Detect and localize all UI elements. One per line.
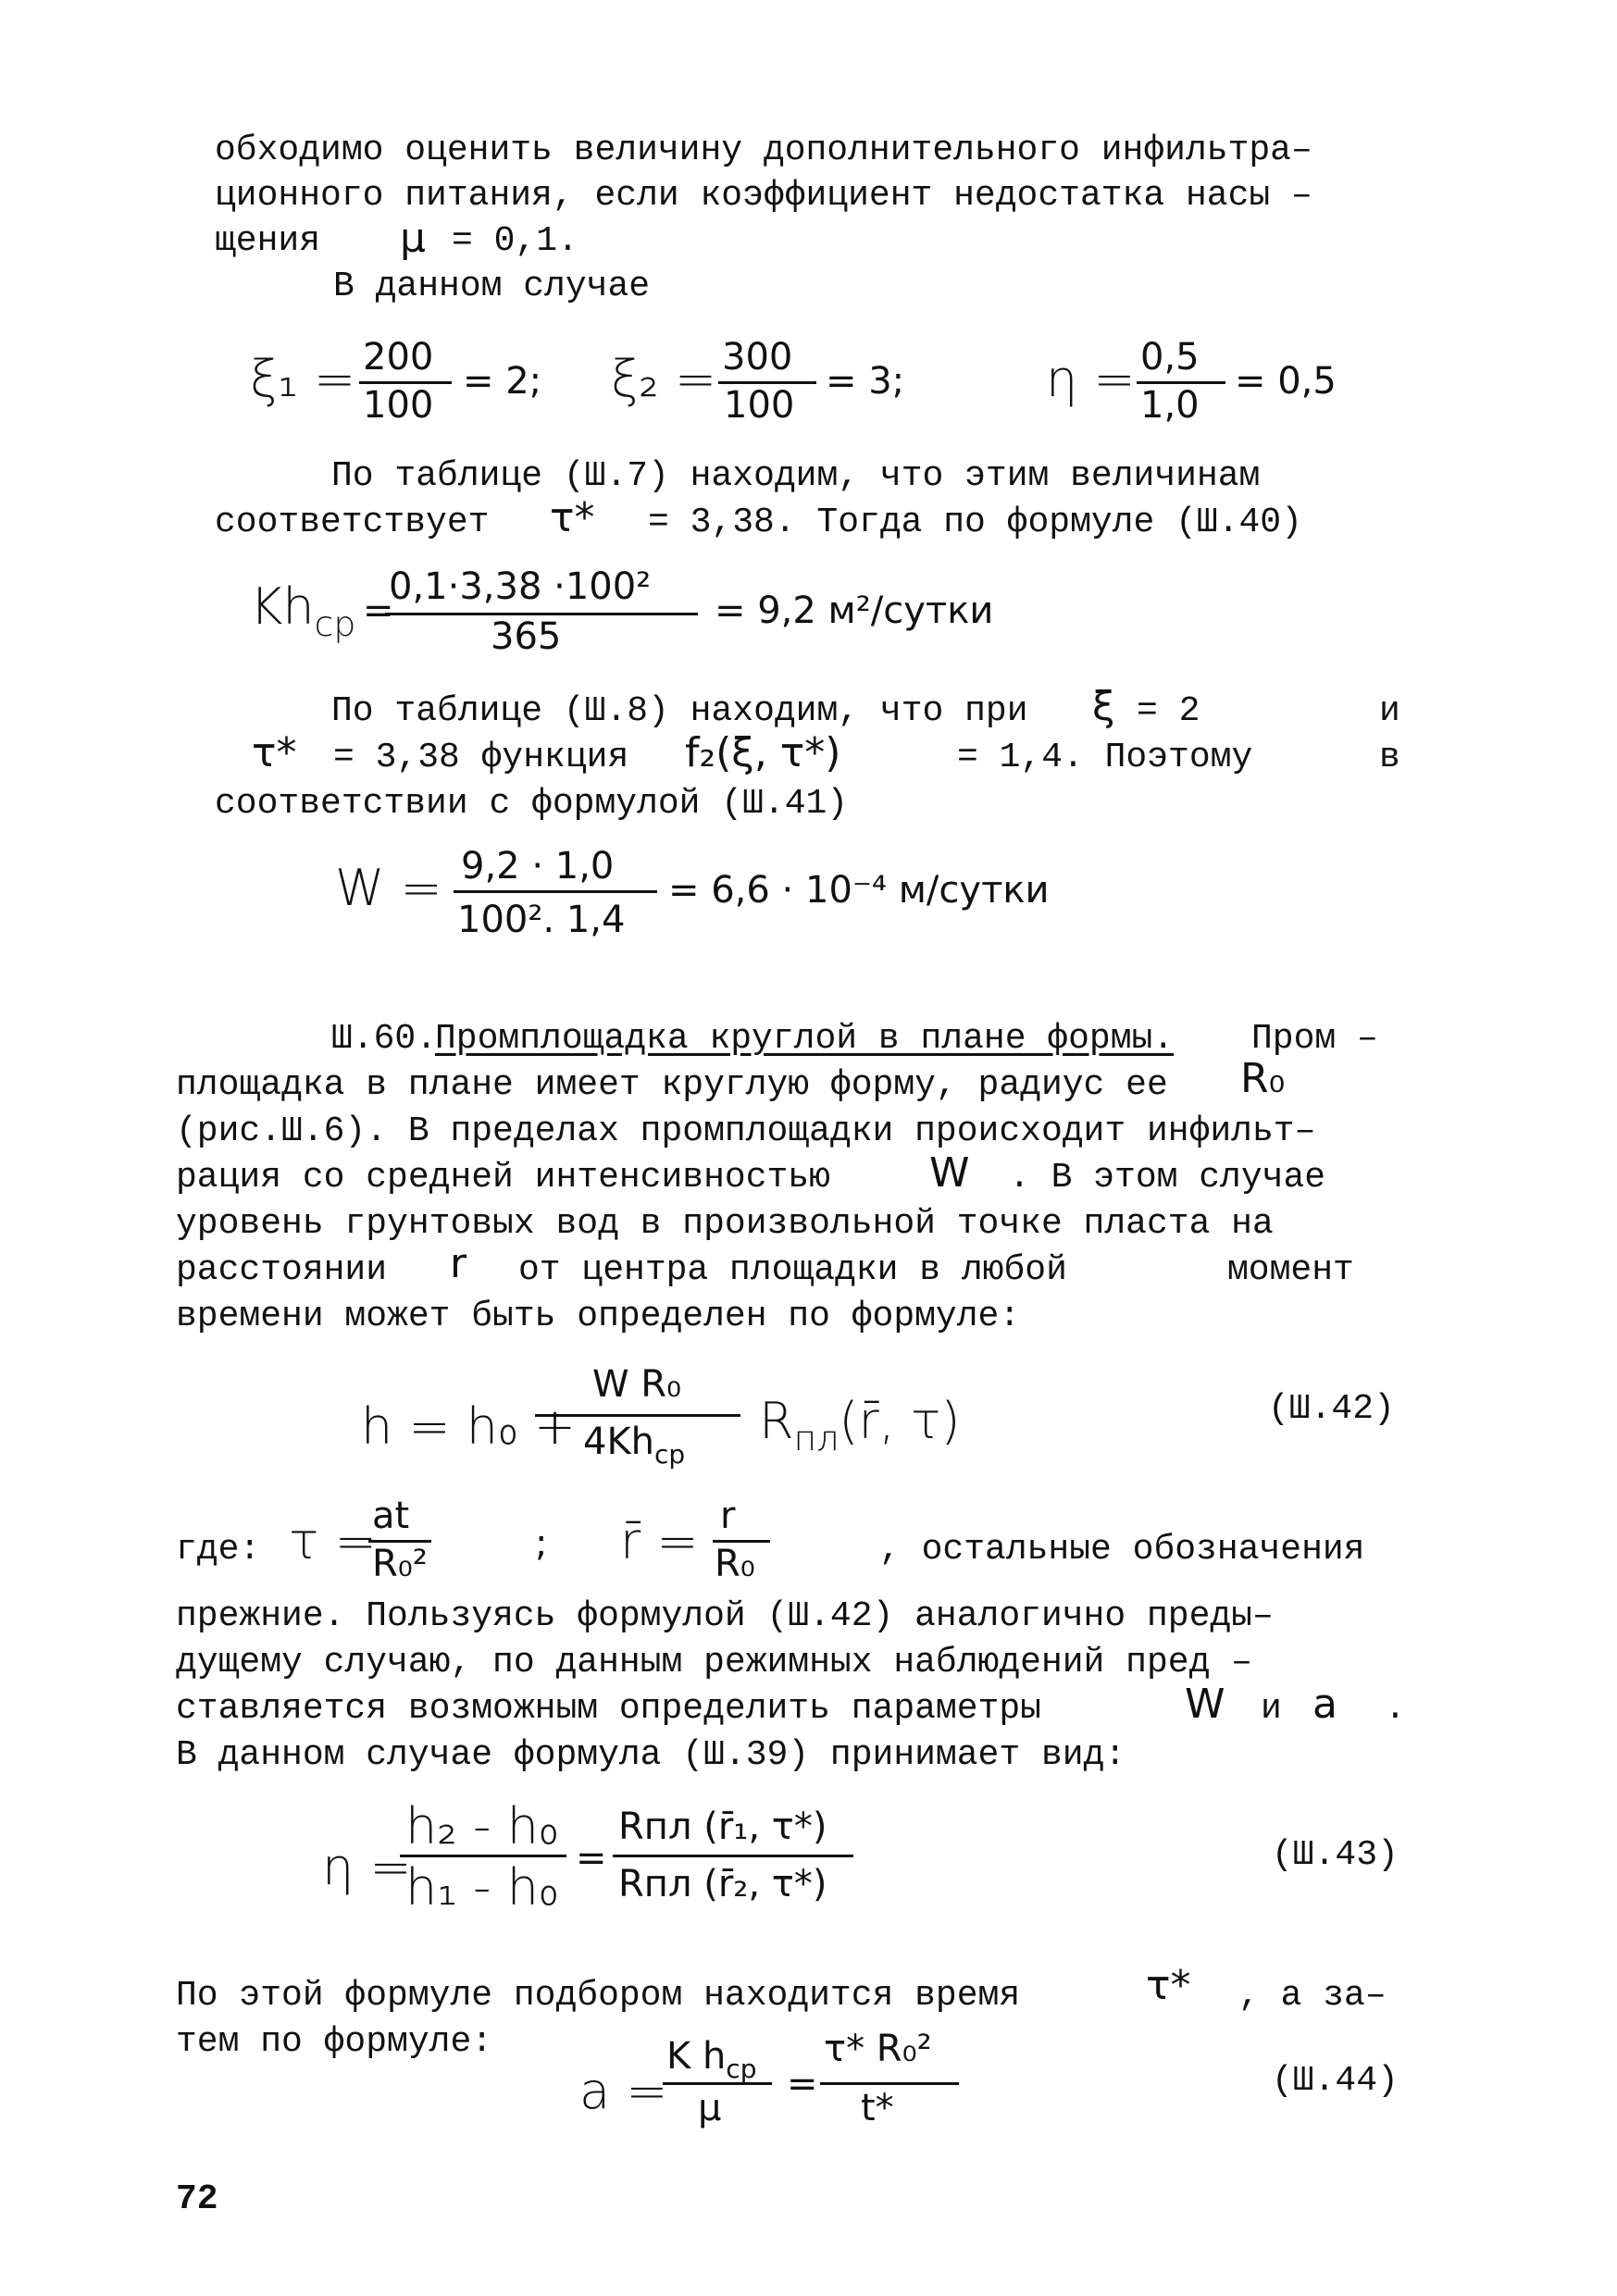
formula-kh-lhs: $Kh_{cp}$ xyxy=(250,577,356,645)
formula-a-lhs: a = xyxy=(579,2062,668,2120)
text-line: и xyxy=(1261,1689,1282,1729)
formula-eta2-lhs: η = xyxy=(322,1838,412,1896)
symbol-mu: μ xyxy=(400,215,426,262)
page-number: 72 xyxy=(176,2179,218,2219)
fraction-bar xyxy=(535,1414,740,1417)
formula-equals: = xyxy=(787,2063,818,2105)
text-line: По этой формуле подбором находится время xyxy=(176,1976,1021,2016)
fraction-numerator: Rпл (r̄₁, τ*) xyxy=(618,1806,827,1848)
fraction-bar xyxy=(400,1855,566,1857)
text-line: тем по формуле: xyxy=(176,2022,493,2062)
fraction-numerator: r xyxy=(720,1495,736,1537)
text-line: В данном случае xyxy=(333,267,651,306)
formula-equals: = xyxy=(576,1837,607,1880)
equation-number: (Ш.44) xyxy=(1272,2061,1399,2101)
text-line: времени может быть определен по формуле: xyxy=(176,1297,1021,1336)
text-line: , а за– xyxy=(1238,1976,1387,2016)
formula-result: = 9,2 м²/сутки xyxy=(715,590,994,632)
text-line: прежние. Пользуясь формулой (Ш.42) аналогично преды– xyxy=(176,1596,1274,1636)
fraction-numerator: 9,2 · 1,0 xyxy=(461,845,615,887)
section-title: Промплощадка круглой в плане формы. xyxy=(435,1019,1175,1059)
text-line: Пром – xyxy=(1251,1019,1378,1059)
fraction-numerator: h₂ - h₀ xyxy=(405,1797,559,1855)
fraction-numerator: at xyxy=(372,1495,410,1537)
formula-w-lhs: W = xyxy=(335,859,442,917)
fraction-denominator: $4Kh_{cp}$ xyxy=(583,1421,686,1470)
fraction-denominator: 365 xyxy=(491,615,562,658)
fraction-numerator: 300 xyxy=(722,336,793,379)
fraction-numerator: K $h_{cp}$ xyxy=(666,2035,757,2084)
fraction-bar xyxy=(454,890,657,893)
symbol-tau: τ* xyxy=(252,729,297,776)
text-line: = 2 xyxy=(1137,691,1200,731)
symbol-r0: R₀ xyxy=(1240,1055,1286,1102)
formula-rbar-lhs: r̄ = xyxy=(620,1512,699,1570)
fraction-denominator: 100 xyxy=(363,384,434,427)
text-line: По таблице (Ш.8) находим, что при xyxy=(331,691,1028,731)
formula-result: = 0,5 xyxy=(1235,360,1337,403)
equation-number: (Ш.42) xyxy=(1268,1389,1395,1429)
symbol-w: W xyxy=(929,1149,970,1197)
equation-number: (Ш.43) xyxy=(1272,1835,1399,1875)
fraction-numerator: 0,5 xyxy=(1140,336,1200,379)
fraction-bar xyxy=(820,2082,959,2085)
formula-result: = 3; xyxy=(826,360,905,403)
symbol-w: W xyxy=(1185,1681,1225,1728)
fraction-denominator: μ xyxy=(698,2087,722,2129)
text-line: По таблице (Ш.7) находим, что этим величинам xyxy=(331,456,1261,496)
fraction-denominator: Rпл (r̄₂, τ*) xyxy=(618,1863,827,1905)
text-line: ставляется возможным определить параметры xyxy=(176,1689,1041,1729)
text-line: площадка в плане имеет круглую форму, радиус ее xyxy=(176,1065,1168,1105)
formula-r-pl: $R_{пл}(r̄$, τ) xyxy=(759,1392,961,1459)
text-line: соответствии с формулой (Ш.41) xyxy=(215,784,849,824)
formula-tau-lhs: τ = xyxy=(289,1512,377,1570)
formula-equals: = xyxy=(363,590,394,632)
symbol-tau: τ* xyxy=(550,494,595,541)
text-line: обходимо оценить величину дополнительного инфильтра– xyxy=(215,130,1312,170)
fraction-denominator: h₁ - h₀ xyxy=(405,1858,559,1917)
text-line: = 1,4. Поэтому xyxy=(957,738,1253,777)
formula-separator: ; xyxy=(535,1522,548,1565)
text-line: . xyxy=(1385,1689,1406,1729)
fraction-denominator: R₀² xyxy=(372,1543,428,1585)
symbol-function: f₂(ξ, τ*) xyxy=(685,729,841,776)
symbol-tau: τ* xyxy=(1146,1962,1191,2009)
fraction-denominator: 1,0 xyxy=(1140,384,1200,427)
symbol-xi: ξ xyxy=(1092,683,1115,730)
fraction-numerator: 200 xyxy=(363,336,434,379)
text-line: уровень грунтовых вод в произвольной точке пласта на xyxy=(176,1204,1274,1244)
fraction-denominator: t* xyxy=(861,2087,894,2129)
text-line: где: xyxy=(176,1530,261,1570)
text-line: = 0,1. xyxy=(452,221,578,261)
formula-h-lhs: h = h₀ + xyxy=(361,1397,577,1456)
fraction-numerator: τ* R₀² xyxy=(824,2028,932,2070)
formula-result: = 2; xyxy=(463,360,542,403)
fraction-bar xyxy=(613,1855,853,1857)
fraction-bar xyxy=(663,2082,772,2085)
text-line: = 3,38 функция xyxy=(333,738,629,777)
text-line: дущему случаю, по данным режимных наблюдений пред – xyxy=(176,1643,1252,1682)
fraction-denominator: R₀ xyxy=(715,1543,755,1585)
fraction-numerator: 0,1·3,38 ·100² xyxy=(389,565,652,608)
text-line: соответствует xyxy=(215,503,490,542)
fraction-denominator: 100². 1,4 xyxy=(457,899,626,941)
text-line: (рис.Ш.6). В пределах промплощадки происходит инфильт– xyxy=(176,1111,1316,1151)
formula-result: = 6,6 · 10⁻⁴ м/сутки xyxy=(668,869,1050,912)
symbol-r: r xyxy=(450,1240,467,1287)
text-line: от центра площадки в любой xyxy=(518,1250,1067,1290)
text-line: щения xyxy=(215,221,321,261)
text-line: расстоянии xyxy=(176,1250,388,1290)
text-line: ционного питания, если коэффициент недостатка насы – xyxy=(215,176,1312,216)
fraction-denominator: 100 xyxy=(724,384,795,427)
text-line: момент xyxy=(1227,1250,1354,1290)
text-line: В данном случае формула (Ш.39) принимает вид: xyxy=(176,1735,1126,1775)
formula-eta-lhs: η = xyxy=(1046,350,1136,408)
text-line: рация со средней интенсивностью xyxy=(176,1158,830,1198)
formula-xi2-lhs: ξ₂ = xyxy=(611,350,717,408)
text-line: в xyxy=(1379,738,1400,777)
text-line: и xyxy=(1379,691,1400,731)
symbol-a: a xyxy=(1312,1681,1337,1728)
formula-xi1-lhs: ξ₁ = xyxy=(250,350,356,408)
text-line: = 3,38. Тогда по формуле (Ш.40) xyxy=(648,503,1302,542)
fraction-numerator: W R₀ xyxy=(592,1363,682,1406)
text-line: , остальные обозначения xyxy=(879,1530,1365,1570)
text-line: . В этом случае xyxy=(1009,1158,1326,1198)
section-number: Ш.60. xyxy=(331,1019,438,1059)
